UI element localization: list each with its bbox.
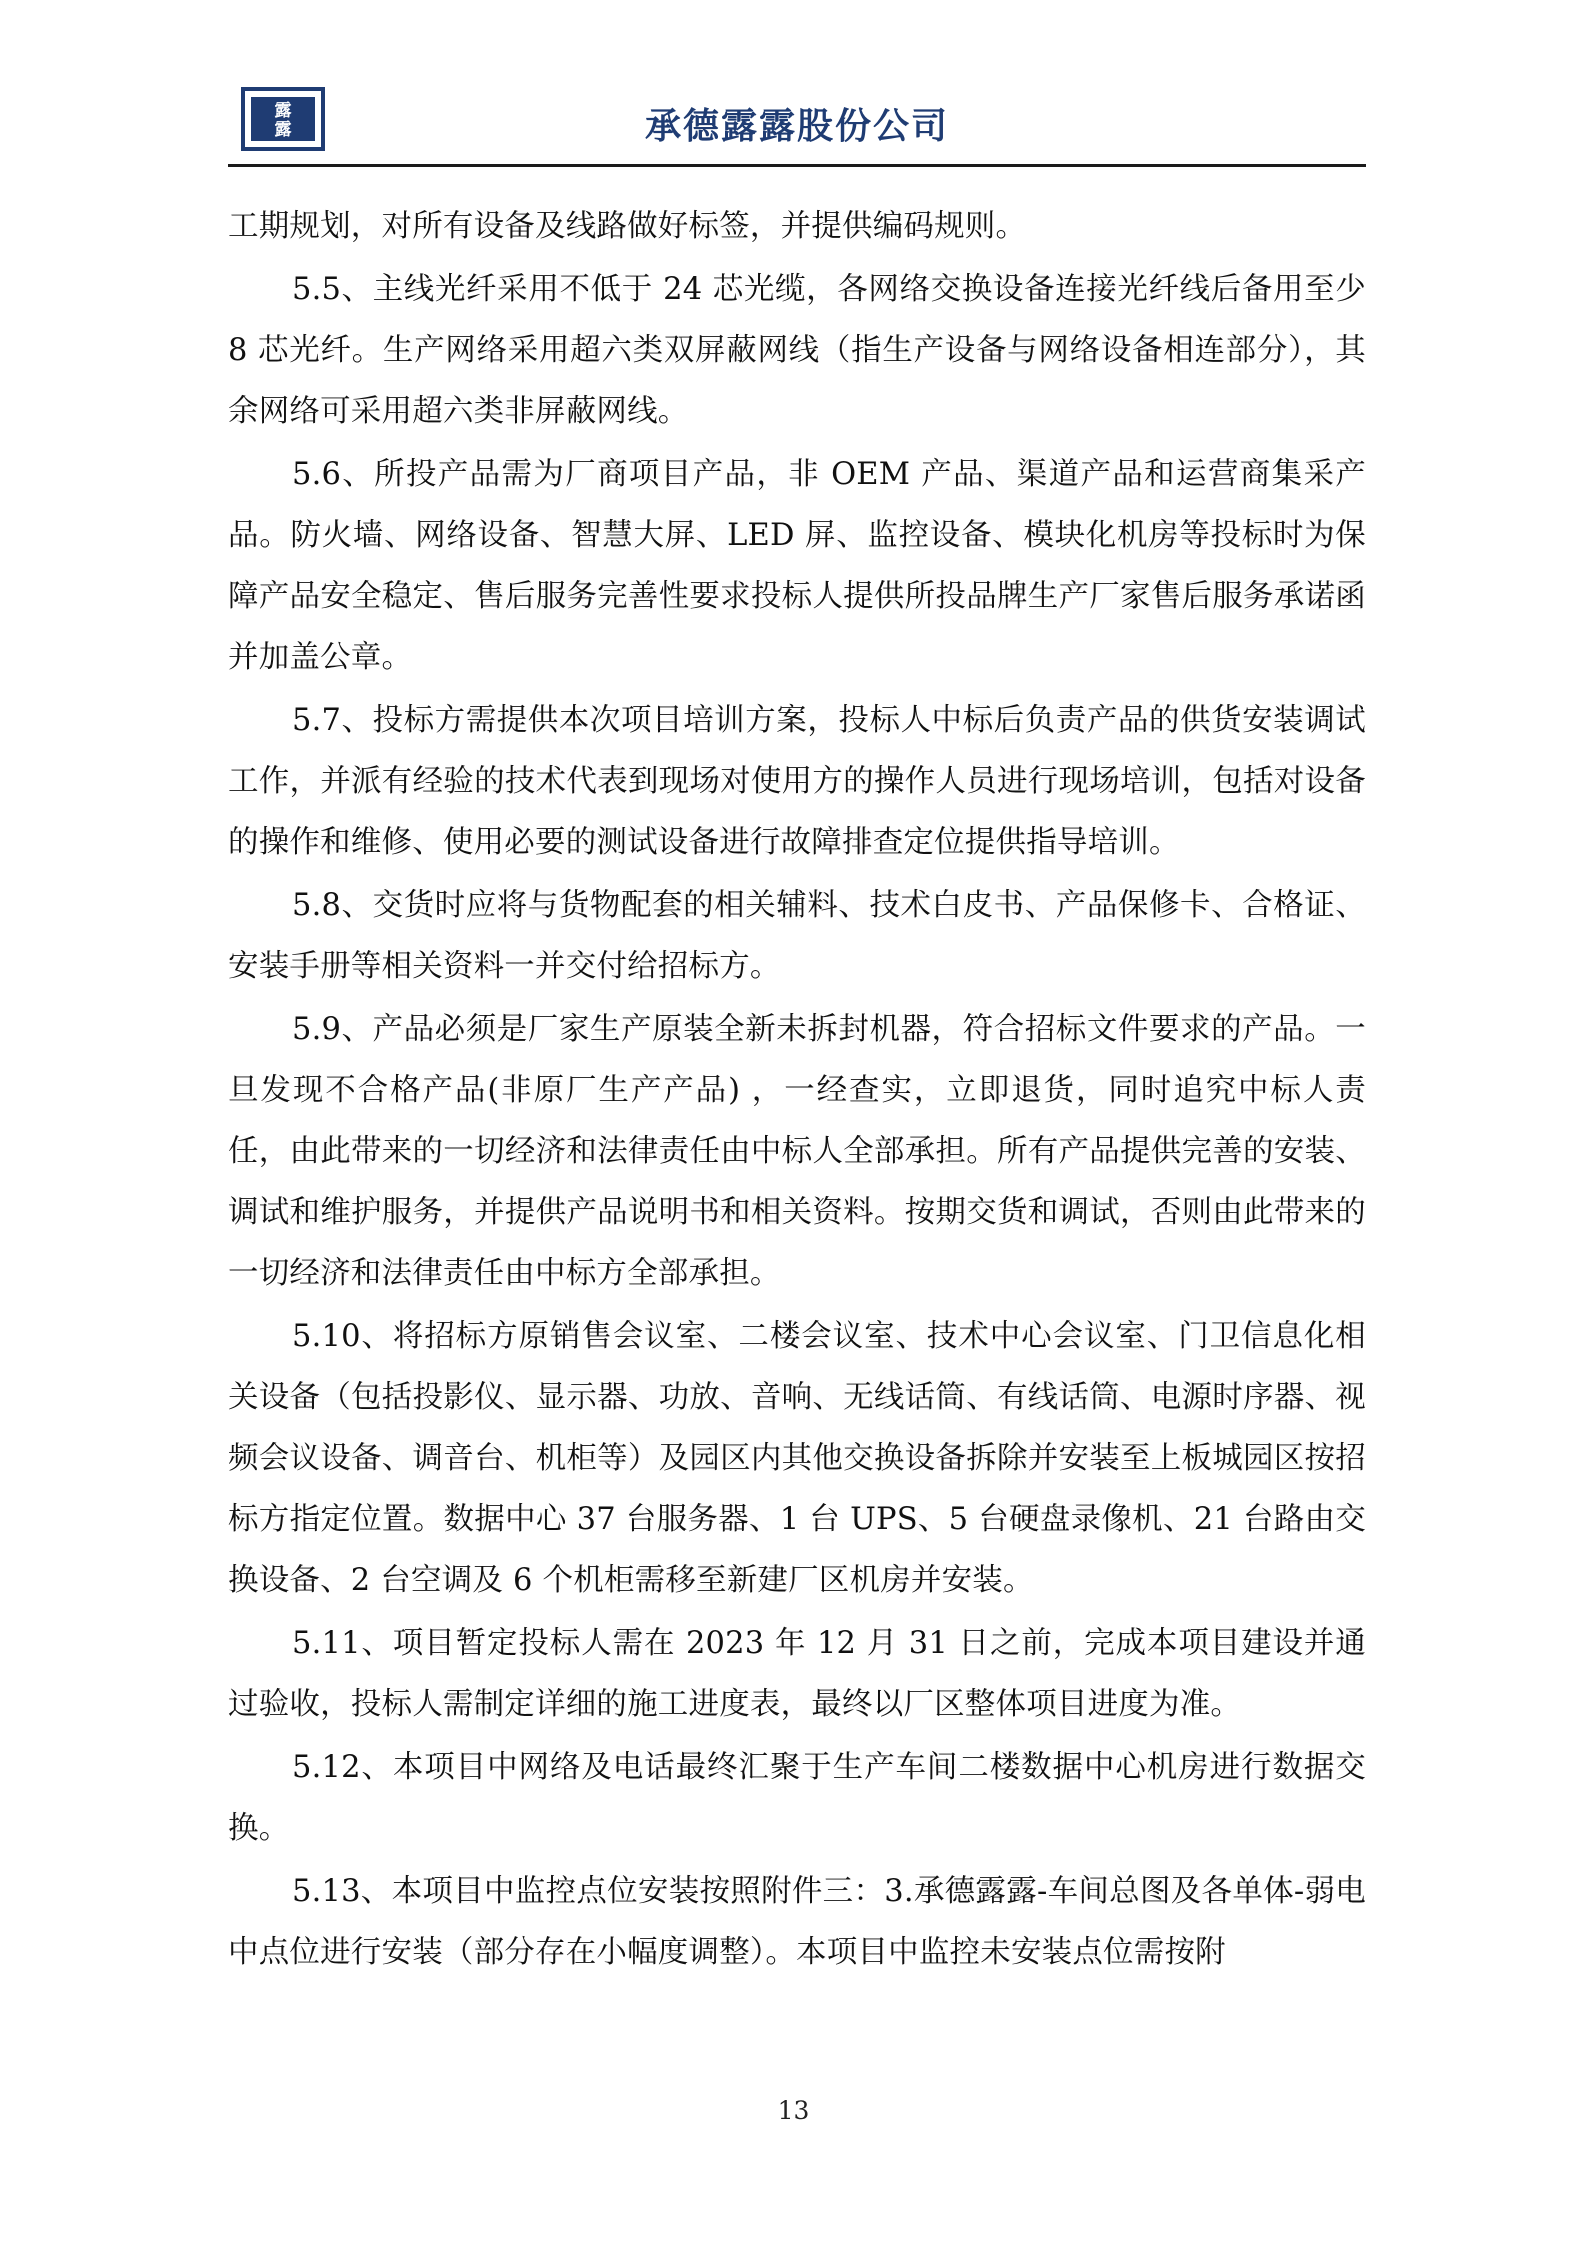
paragraph-5-11: 5.11、项目暂定投标人需在 2023 年 12 月 31 日之前，完成本项目建设并通过验收，投标人需制定详细的施工进度表，最终以厂区整体项目进度为准。 — [228, 1626, 1366, 1722]
svg-text:露: 露 — [274, 101, 292, 121]
page-header — [228, 86, 1366, 178]
paragraph-5-9: 5.9、产品必须是厂家生产原装全新未拆封机器，符合招标文件要求的产品。一旦发现不合格产品(非原厂生产产品) ，一经查实，立即退货，同时追究中标人责任，由此带来的一切经济和法律责任由中标人全部承担。所有产品提供完善的安装、调试和维护服务，并提供产品说明书和相关资料。按期交货和调试，否则由此带来的一切经济和法律责任由中标方全部承担。 — [228, 1012, 1366, 1291]
header-company-title: 承德露露股份公司 — [644, 106, 949, 147]
header-divider — [228, 164, 1366, 167]
paragraph-5-13: 5.13、本项目中监控点位安装按照附件三：3.承德露露-车间总图及各单体-弱电中点位进行安装（部分存在小幅度调整）。本项目中监控未安装点位需按附 — [228, 1874, 1366, 1970]
paragraph-continued: 工期规划，对所有设备及线路做好标签，并提供编码规则。 — [228, 209, 1027, 244]
paragraph-5-10: 5.10、将招标方原销售会议室、二楼会议室、技术中心会议室、门卫信息化相关设备（包括投影仪、显示器、功放、音响、无线话筒、有线话筒、电源时序器、视频会议设备、调音台、机柜等）及园区内其他交换设备拆除并安装至上板城园区按招标方指定位置。数据中心 37 台服务器、1 台 UPS、5 台硬盘录像机、21 台路由交换设备、2 台空调及 6 个机柜需移至新建厂区机房并安装。 — [228, 1319, 1366, 1598]
svg-text:露: 露 — [274, 120, 292, 140]
paragraph-5-5: 5.5、主线光纤采用不低于 24 芯光缆，各网络交换设备连接光纤线后备用至少 8 芯光纤。生产网络采用超六类双屏蔽网线（指生产设备与网络设备相连部分），其余网络可采用超六类非屏蔽网线。 — [228, 272, 1366, 429]
page-number: 13 — [777, 2096, 810, 2125]
paragraph-5-7: 5.7、投标方需提供本次项目培训方案，投标人中标后负责产品的供货安装调试工作，并派有经验的技术代表到现场对使用方的操作人员进行现场培训，包括对设备的操作和维修、使用必要的测试设备进行故障排查定位提供指导培训。 — [228, 703, 1366, 860]
paragraph-5-8: 5.8、交货时应将与货物配套的相关辅料、技术白皮书、产品保修卡、合格证、安装手册等相关资料一并交付给招标方。 — [228, 888, 1366, 984]
document-body — [228, 196, 1366, 1985]
paragraph-5-12: 5.12、本项目中网络及电话最终汇聚于生产车间二楼数据中心机房进行数据交换。 — [228, 1750, 1366, 1846]
paragraph-5-6: 5.6、所投产品需为厂商项目产品，非 OEM 产品、渠道产品和运营商集采产品。防火墙、网络设备、智慧大屏、LED 屏、监控设备、模块化机房等投标时为保障产品安全稳定、售后服务完善性要求投标人提供所投品牌生产厂家售后服务承诺函并加盖公章。 — [228, 457, 1366, 675]
